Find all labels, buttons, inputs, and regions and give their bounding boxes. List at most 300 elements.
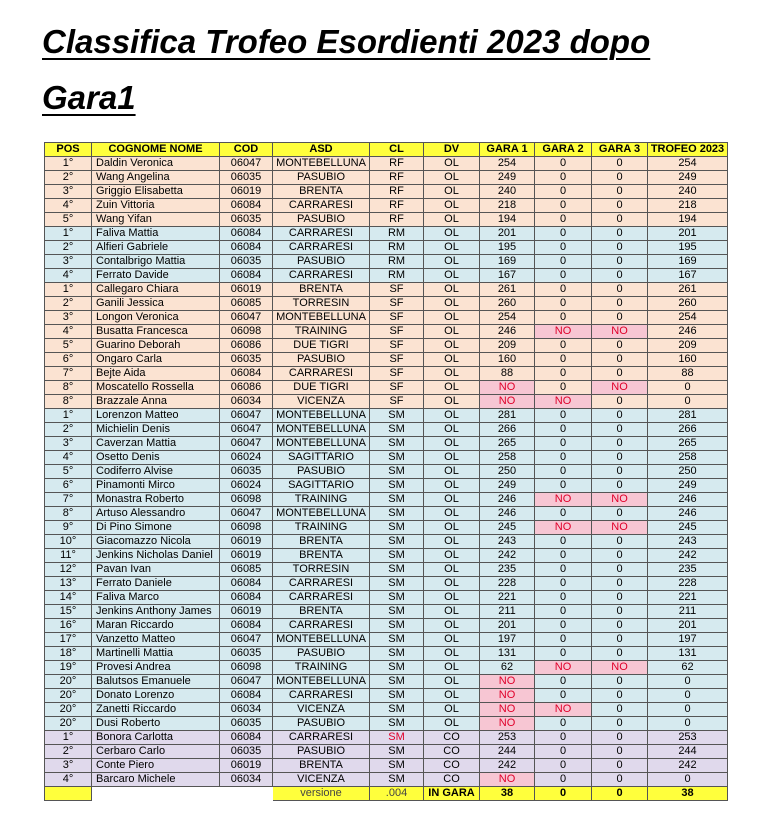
table-row: [45, 773, 728, 787]
cell-trofeo: 169: [648, 255, 728, 269]
cell-cod: 06098: [220, 661, 273, 675]
cell-dv: OL: [424, 199, 480, 213]
cell-pos: 20°: [45, 675, 92, 689]
cell-asd: CARRARESI: [273, 731, 370, 745]
cell-name: Donato Lorenzo: [92, 689, 220, 703]
cell-dv: CO: [424, 759, 480, 773]
cell-cod: 06084: [220, 241, 273, 255]
header-asd: ASD: [273, 143, 370, 157]
cell-pos: 2°: [45, 297, 92, 311]
cell-name: Cerbaro Carlo: [92, 745, 220, 759]
cell-gara2: 0: [535, 311, 592, 325]
cell-gara3: 0: [592, 395, 648, 409]
cell-gara1: 249: [480, 171, 535, 185]
cell-asd: DUE TIGRI: [273, 381, 370, 395]
cell-pos: 8°: [45, 395, 92, 409]
cell-gara2: 0: [535, 241, 592, 255]
cell-cod: 06019: [220, 283, 273, 297]
cell-name: Brazzale Anna: [92, 395, 220, 409]
cell-trofeo: 0: [648, 675, 728, 689]
cell-name: Griggio Elisabetta: [92, 185, 220, 199]
cell-gara2: 0: [535, 199, 592, 213]
cell-dv: CO: [424, 745, 480, 759]
cell-gara3: 0: [592, 759, 648, 773]
cell-gara2: 0: [535, 269, 592, 283]
cell-cod: 06024: [220, 451, 273, 465]
cell-pos: 1°: [45, 283, 92, 297]
cell-gara2: 0: [535, 605, 592, 619]
cell-name: Wang Yifan: [92, 213, 220, 227]
footer-cl: .004: [370, 787, 424, 801]
cell-dv: OL: [424, 241, 480, 255]
cell-pos: 20°: [45, 689, 92, 703]
cell-cod: 06019: [220, 549, 273, 563]
cell-gara3: 0: [592, 311, 648, 325]
cell-dv: OL: [424, 493, 480, 507]
cell-cl: SF: [370, 297, 424, 311]
cell-asd: BRENTA: [273, 605, 370, 619]
cell-cod: 06084: [220, 619, 273, 633]
table-header-row: [45, 143, 728, 157]
table-row: [45, 437, 728, 451]
cell-cl: SM: [370, 717, 424, 731]
cell-cl: RF: [370, 157, 424, 171]
cell-trofeo: 209: [648, 339, 728, 353]
cell-gara3: 0: [592, 353, 648, 367]
cell-gara2: 0: [535, 213, 592, 227]
cell-trofeo: 0: [648, 381, 728, 395]
cell-asd: SAGITTARIO: [273, 451, 370, 465]
cell-gara1: 228: [480, 577, 535, 591]
table-row: [45, 717, 728, 731]
cell-gara2: 0: [535, 633, 592, 647]
cell-cod: 06035: [220, 171, 273, 185]
cell-dv: OL: [424, 157, 480, 171]
cell-gara2: 0: [535, 759, 592, 773]
cell-pos: 5°: [45, 213, 92, 227]
cell-trofeo: 211: [648, 605, 728, 619]
cell-gara1: 266: [480, 423, 535, 437]
cell-dv: OL: [424, 605, 480, 619]
header-dv: DV: [424, 143, 480, 157]
cell-dv: OL: [424, 521, 480, 535]
cell-name: Monastra Roberto: [92, 493, 220, 507]
cell-gara2: 0: [535, 227, 592, 241]
cell-dv: OL: [424, 703, 480, 717]
cell-gara2: NO: [535, 395, 592, 409]
cell-pos: 7°: [45, 493, 92, 507]
cell-gara2: 0: [535, 451, 592, 465]
table-row: [45, 647, 728, 661]
cell-name: Pinamonti Mirco: [92, 479, 220, 493]
cell-gara3: 0: [592, 689, 648, 703]
cell-trofeo: 160: [648, 353, 728, 367]
cell-pos: 4°: [45, 325, 92, 339]
cell-asd: CARRARESI: [273, 269, 370, 283]
cell-cl: SF: [370, 283, 424, 297]
cell-cl: RM: [370, 255, 424, 269]
cell-asd: PASUBIO: [273, 647, 370, 661]
cell-gara1: 258: [480, 451, 535, 465]
cell-pos: 4°: [45, 773, 92, 787]
cell-cod: 06098: [220, 325, 273, 339]
header-cl: CL: [370, 143, 424, 157]
cell-gara3: 0: [592, 451, 648, 465]
cell-dv: OL: [424, 269, 480, 283]
cell-trofeo: 240: [648, 185, 728, 199]
cell-name: Michielin Denis: [92, 423, 220, 437]
cell-gara2: 0: [535, 773, 592, 787]
cell-gara3: 0: [592, 535, 648, 549]
cell-trofeo: 131: [648, 647, 728, 661]
cell-name: Giacomazzo Nicola: [92, 535, 220, 549]
cell-cl: SM: [370, 479, 424, 493]
cell-dv: OL: [424, 171, 480, 185]
cell-gara3: 0: [592, 423, 648, 437]
cell-cl: SM: [370, 549, 424, 563]
cell-asd: MONTEBELLUNA: [273, 675, 370, 689]
cell-cod: 06047: [220, 437, 273, 451]
cell-gara3: 0: [592, 269, 648, 283]
cell-pos: 17°: [45, 633, 92, 647]
table-row: [45, 731, 728, 745]
cell-dv: OL: [424, 227, 480, 241]
table-row: [45, 465, 728, 479]
cell-trofeo: 228: [648, 577, 728, 591]
cell-gara2: NO: [535, 661, 592, 675]
cell-name: Balutsos Emanuele: [92, 675, 220, 689]
footer-dv: IN GARA: [424, 787, 480, 801]
cell-dv: OL: [424, 437, 480, 451]
cell-gara1: 62: [480, 661, 535, 675]
cell-gara1: 243: [480, 535, 535, 549]
cell-pos: 8°: [45, 507, 92, 521]
cell-pos: 18°: [45, 647, 92, 661]
cell-dv: OL: [424, 689, 480, 703]
cell-pos: 20°: [45, 717, 92, 731]
cell-cod: 06047: [220, 675, 273, 689]
cell-gara1: 244: [480, 745, 535, 759]
cell-cl: SM: [370, 451, 424, 465]
cell-pos: 7°: [45, 367, 92, 381]
cell-trofeo: 254: [648, 157, 728, 171]
cell-gara1: 167: [480, 269, 535, 283]
table-row: [45, 339, 728, 353]
cell-name: Wang Angelina: [92, 171, 220, 185]
cell-name: Moscatello Rossella: [92, 381, 220, 395]
cell-pos: 3°: [45, 185, 92, 199]
cell-dv: OL: [424, 535, 480, 549]
cell-asd: PASUBIO: [273, 717, 370, 731]
cell-gara2: 0: [535, 171, 592, 185]
table-row: [45, 241, 728, 255]
cell-trofeo: 265: [648, 437, 728, 451]
cell-asd: PASUBIO: [273, 745, 370, 759]
cell-dv: OL: [424, 675, 480, 689]
cell-dv: OL: [424, 395, 480, 409]
cell-cl: SM: [370, 689, 424, 703]
cell-asd: BRENTA: [273, 283, 370, 297]
cell-trofeo: 249: [648, 479, 728, 493]
cell-name: Longon Veronica: [92, 311, 220, 325]
cell-trofeo: 218: [648, 199, 728, 213]
cell-name: Conte Piero: [92, 759, 220, 773]
cell-gara1: 249: [480, 479, 535, 493]
cell-cod: 06019: [220, 759, 273, 773]
cell-trofeo: 0: [648, 703, 728, 717]
cell-pos: 9°: [45, 521, 92, 535]
cell-asd: PASUBIO: [273, 171, 370, 185]
cell-gara3: NO: [592, 493, 648, 507]
cell-gara2: NO: [535, 493, 592, 507]
cell-name: Pavan Ivan: [92, 563, 220, 577]
cell-gara2: NO: [535, 521, 592, 535]
cell-asd: TRAINING: [273, 521, 370, 535]
table-row: [45, 325, 728, 339]
cell-asd: MONTEBELLUNA: [273, 311, 370, 325]
cell-dv: OL: [424, 297, 480, 311]
cell-name: Alfieri Gabriele: [92, 241, 220, 255]
cell-name: Codiferro Alvise: [92, 465, 220, 479]
table-row: [45, 283, 728, 297]
cell-gara3: 0: [592, 619, 648, 633]
cell-trofeo: 250: [648, 465, 728, 479]
cell-name: Contalbrigo Mattia: [92, 255, 220, 269]
cell-name: Callegaro Chiara: [92, 283, 220, 297]
cell-gara3: 0: [592, 773, 648, 787]
cell-trofeo: 260: [648, 297, 728, 311]
cell-gara2: 0: [535, 297, 592, 311]
cell-cl: SM: [370, 745, 424, 759]
cell-asd: MONTEBELLUNA: [273, 409, 370, 423]
cell-gara3: 0: [592, 241, 648, 255]
cell-gara2: 0: [535, 283, 592, 297]
cell-gara1: NO: [480, 395, 535, 409]
cell-trofeo: 253: [648, 731, 728, 745]
cell-dv: OL: [424, 255, 480, 269]
cell-trofeo: 62: [648, 661, 728, 675]
cell-dv: OL: [424, 283, 480, 297]
cell-gara2: 0: [535, 647, 592, 661]
cell-cl: SM: [370, 493, 424, 507]
cell-asd: CARRARESI: [273, 577, 370, 591]
cell-gara3: 0: [592, 185, 648, 199]
cell-gara3: NO: [592, 521, 648, 535]
cell-name: Bejte Aida: [92, 367, 220, 381]
cell-pos: 1°: [45, 409, 92, 423]
cell-name: Di Pino Simone: [92, 521, 220, 535]
table-row: [45, 591, 728, 605]
cell-trofeo: 266: [648, 423, 728, 437]
cell-dv: OL: [424, 213, 480, 227]
table-row: [45, 661, 728, 675]
cell-gara2: NO: [535, 703, 592, 717]
cell-gara3: 0: [592, 675, 648, 689]
cell-asd: MONTEBELLUNA: [273, 507, 370, 521]
cell-cl: RM: [370, 227, 424, 241]
cell-cl: SM: [370, 731, 424, 745]
cell-cl: SM: [370, 423, 424, 437]
cell-gara3: 0: [592, 437, 648, 451]
cell-gara2: 0: [535, 577, 592, 591]
cell-gara3: 0: [592, 465, 648, 479]
cell-asd: VICENZA: [273, 395, 370, 409]
cell-gara2: 0: [535, 507, 592, 521]
cell-gara1: 261: [480, 283, 535, 297]
cell-pos: 14°: [45, 591, 92, 605]
cell-pos: 1°: [45, 157, 92, 171]
cell-gara1: 211: [480, 605, 535, 619]
cell-gara2: 0: [535, 465, 592, 479]
cell-cl: SF: [370, 325, 424, 339]
cell-gara3: 0: [592, 633, 648, 647]
cell-trofeo: 258: [648, 451, 728, 465]
cell-gara3: 0: [592, 283, 648, 297]
cell-cod: 06047: [220, 157, 273, 171]
cell-name: Barcaro Michele: [92, 773, 220, 787]
table-row: [45, 311, 728, 325]
cell-pos: 3°: [45, 759, 92, 773]
cell-cl: SM: [370, 661, 424, 675]
cell-asd: MONTEBELLUNA: [273, 423, 370, 437]
cell-gara1: 254: [480, 311, 535, 325]
cell-gara3: 0: [592, 647, 648, 661]
cell-cl: SM: [370, 437, 424, 451]
table-row: [45, 479, 728, 493]
table-row: [45, 689, 728, 703]
cell-name: Artuso Alessandro: [92, 507, 220, 521]
cell-cod: 06047: [220, 507, 273, 521]
cell-gara3: 0: [592, 549, 648, 563]
table-row: [45, 409, 728, 423]
table-row: [45, 297, 728, 311]
cell-pos: 15°: [45, 605, 92, 619]
cell-dv: OL: [424, 311, 480, 325]
cell-trofeo: 235: [648, 563, 728, 577]
table-row: [45, 185, 728, 199]
cell-gara1: 194: [480, 213, 535, 227]
cell-gara1: 235: [480, 563, 535, 577]
table-row: [45, 451, 728, 465]
cell-asd: MONTEBELLUNA: [273, 633, 370, 647]
cell-pos: 11°: [45, 549, 92, 563]
cell-pos: 4°: [45, 199, 92, 213]
cell-cod: 06035: [220, 717, 273, 731]
cell-gara2: 0: [535, 255, 592, 269]
table-row: [45, 423, 728, 437]
cell-asd: VICENZA: [273, 703, 370, 717]
cell-asd: PASUBIO: [273, 255, 370, 269]
cell-gara2: 0: [535, 437, 592, 451]
cell-cl: RF: [370, 199, 424, 213]
cell-dv: OL: [424, 647, 480, 661]
cell-cod: 06084: [220, 367, 273, 381]
cell-cod: 06035: [220, 213, 273, 227]
header-cod: COD: [220, 143, 273, 157]
page-title: Classifica Trofeo Esordienti 2023 dopo: [42, 23, 651, 60]
cell-cl: SM: [370, 675, 424, 689]
cell-cod: 06035: [220, 465, 273, 479]
cell-gara1: NO: [480, 675, 535, 689]
cell-cod: 06085: [220, 297, 273, 311]
cell-gara3: 0: [592, 577, 648, 591]
cell-gara3: 0: [592, 409, 648, 423]
header-name: COGNOME NOME: [92, 143, 220, 157]
cell-asd: CARRARESI: [273, 227, 370, 241]
standings-table: [44, 142, 728, 801]
cell-dv: OL: [424, 185, 480, 199]
cell-name: Dusi Roberto: [92, 717, 220, 731]
cell-gara2: 0: [535, 381, 592, 395]
cell-gara1: 242: [480, 759, 535, 773]
cell-cod: 06085: [220, 563, 273, 577]
cell-pos: 13°: [45, 577, 92, 591]
cell-asd: TRAINING: [273, 325, 370, 339]
footer-gara2: 0: [535, 787, 592, 801]
cell-pos: 2°: [45, 241, 92, 255]
cell-gara2: 0: [535, 479, 592, 493]
cell-trofeo: 0: [648, 689, 728, 703]
cell-name: Zuin Vittoria: [92, 199, 220, 213]
cell-gara1: 265: [480, 437, 535, 451]
cell-cl: SM: [370, 563, 424, 577]
cell-dv: OL: [424, 353, 480, 367]
cell-cl: SM: [370, 759, 424, 773]
table-row: [45, 549, 728, 563]
cell-gara1: 253: [480, 731, 535, 745]
cell-dv: OL: [424, 549, 480, 563]
footer-trofeo: 38: [648, 787, 728, 801]
cell-pos: 2°: [45, 423, 92, 437]
table-footer-row: [45, 787, 728, 801]
cell-gara3: 0: [592, 339, 648, 353]
cell-dv: OL: [424, 479, 480, 493]
cell-cl: SM: [370, 521, 424, 535]
cell-cl: SF: [370, 395, 424, 409]
cell-dv: OL: [424, 423, 480, 437]
cell-gara1: 209: [480, 339, 535, 353]
cell-name: Jenkins Nicholas Daniel: [92, 549, 220, 563]
cell-gara2: NO: [535, 325, 592, 339]
table-row: [45, 703, 728, 717]
cell-trofeo: 197: [648, 633, 728, 647]
cell-trofeo: 201: [648, 619, 728, 633]
cell-trofeo: 261: [648, 283, 728, 297]
cell-name: Lorenzon Matteo: [92, 409, 220, 423]
cell-pos: 10°: [45, 535, 92, 549]
cell-cod: 06035: [220, 255, 273, 269]
cell-dv: OL: [424, 325, 480, 339]
table-row: [45, 745, 728, 759]
header-gara1: GARA 1: [480, 143, 535, 157]
cell-gara2: 0: [535, 717, 592, 731]
cell-pos: 2°: [45, 171, 92, 185]
cell-gara1: 260: [480, 297, 535, 311]
cell-cl: SM: [370, 577, 424, 591]
cell-gara2: 0: [535, 745, 592, 759]
cell-cod: 06084: [220, 689, 273, 703]
cell-pos: 12°: [45, 563, 92, 577]
footer-cod: [220, 787, 273, 801]
cell-asd: TRAINING: [273, 493, 370, 507]
cell-cod: 06047: [220, 633, 273, 647]
cell-gara3: 0: [592, 199, 648, 213]
cell-name: Martinelli Mattia: [92, 647, 220, 661]
cell-dv: OL: [424, 409, 480, 423]
cell-pos: 3°: [45, 311, 92, 325]
cell-dv: OL: [424, 507, 480, 521]
cell-asd: MONTEBELLUNA: [273, 157, 370, 171]
